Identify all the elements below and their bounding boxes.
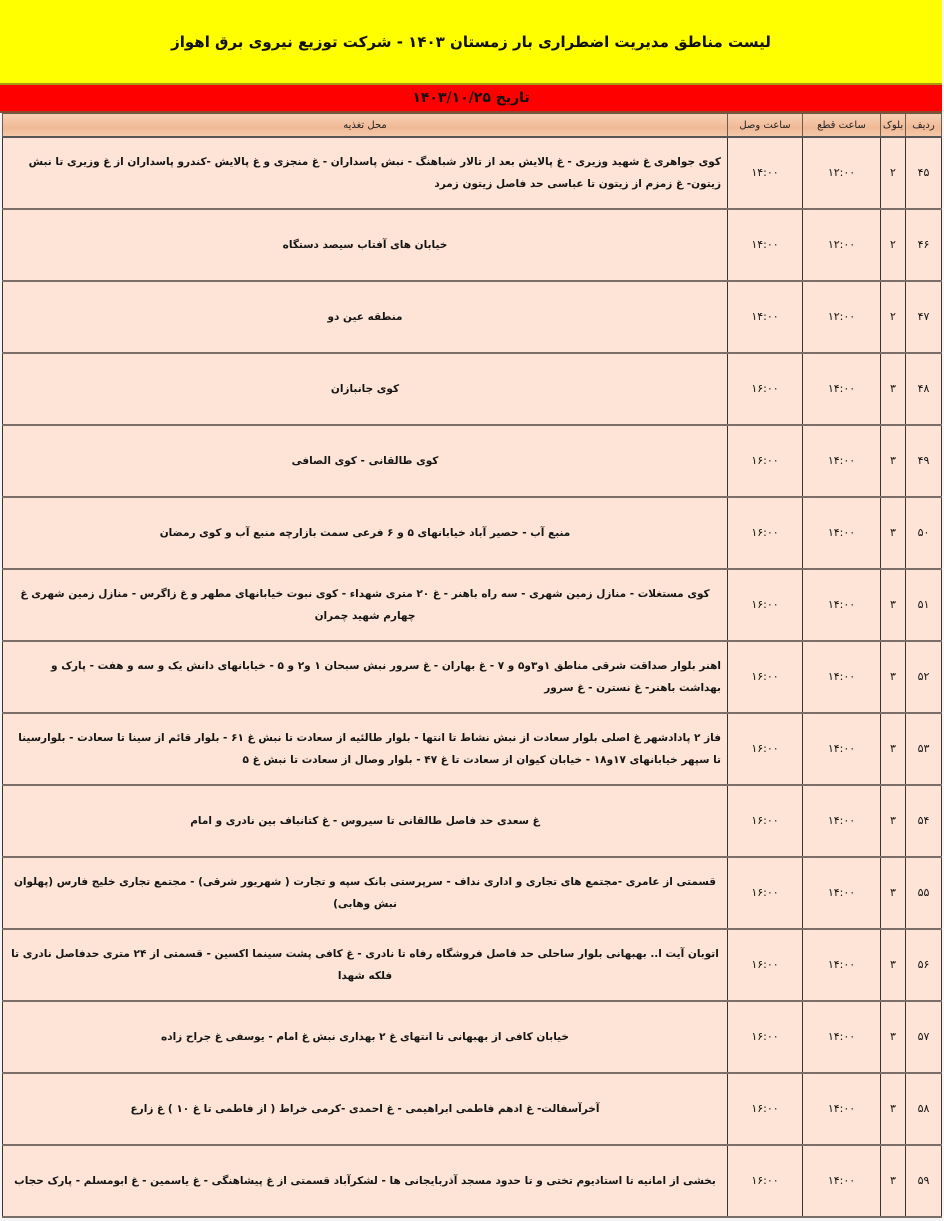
column-header-connect-time: ساعت وصل (728, 114, 803, 138)
cut-time: ۱۴:۰۰ (803, 641, 881, 713)
block-number: ۳ (881, 713, 906, 785)
location: اتوبان آیت ا.. بهبهانی بلوار ساحلی حد فاصل فروشگاه رفاه تا نادری - غ کافی پشت سینما اکسین - قسمتی از ۲۴ متری حدفاصل نادری تا فلکه شهدا (3, 929, 728, 1001)
location: قسمتی از عامری -مجتمع های تجاری و اداری نداف - سرپرستی بانک سپه و تجارت ( شهریور شرقی) - مجتمع تجاری خلیج فارس (پهلوان نبش وهابی) (3, 857, 728, 929)
location: کوی مستغلات - منازل زمین شهری - سه راه باهنر - غ ۲۰ متری شهداء - کوی نبوت خیابانهای مطهر و غ زاگرس - منازل زمین شهری غ چهارم شهید چمران (3, 569, 728, 641)
date-banner: تاریخ ۱۴۰۳/۱۰/۲۵ (0, 85, 942, 113)
location: بخشی از امانیه تا استادیوم تختی و تا حدود مسجد آذربایجانی ها - لشکرآباد قسمتی از غ پیشاهنگی - غ یاسمین - غ ابومسلم - پارک حجاب (3, 1145, 728, 1217)
row-number: ۴۵ (906, 137, 942, 209)
location: اهنر بلوار صداقت شرقی مناطق ۱و۳و۵ و ۷ - غ بهاران - غ سرور نبش سبحان ۱ و۲ و ۵ - خیابانهای دانش یک و سه و هفت - پارک و بهداشت باهنر- غ نسترن - غ سرور (3, 641, 728, 713)
cut-time: ۱۴:۰۰ (803, 785, 881, 857)
connect-time: ۱۴:۰۰ (728, 137, 803, 209)
cut-time: ۱۴:۰۰ (803, 713, 881, 785)
table-row (3, 1001, 942, 1073)
connect-time: ۱۶:۰۰ (728, 353, 803, 425)
page-title: لیست مناطق مدیریت اضطراری بار زمستان ۱۴۰۳ - شرکت توزیع نیروی برق اهواز (0, 0, 942, 85)
table-row (3, 785, 942, 857)
row-number: ۵۴ (906, 785, 942, 857)
block-number: ۳ (881, 1145, 906, 1217)
column-header-row-number: ردیف (906, 114, 942, 138)
table-row (3, 353, 942, 425)
table-row (3, 713, 942, 785)
cut-time: ۱۲:۰۰ (803, 281, 881, 353)
row-number: ۵۱ (906, 569, 942, 641)
cut-time: ۱۴:۰۰ (803, 1145, 881, 1217)
table-row (3, 929, 942, 1001)
row-number: ۵۷ (906, 1001, 942, 1073)
connect-time: ۱۶:۰۰ (728, 1145, 803, 1217)
location: منطقه عین دو (3, 281, 728, 353)
column-header-location: محل تغذیه (3, 114, 728, 138)
table-row (3, 209, 942, 281)
location: کوی طالقانی - کوی الصافی (3, 425, 728, 497)
cut-time: ۱۴:۰۰ (803, 1001, 881, 1073)
block-number: ۳ (881, 353, 906, 425)
block-number: ۲ (881, 281, 906, 353)
block-number: ۳ (881, 641, 906, 713)
row-number: ۵۵ (906, 857, 942, 929)
cut-time: ۱۴:۰۰ (803, 1073, 881, 1145)
connect-time: ۱۶:۰۰ (728, 497, 803, 569)
block-number: ۳ (881, 569, 906, 641)
block-number: ۳ (881, 929, 906, 1001)
cut-time: ۱۲:۰۰ (803, 137, 881, 209)
connect-time: ۱۶:۰۰ (728, 929, 803, 1001)
table-row (3, 425, 942, 497)
row-number: ۵۸ (906, 1073, 942, 1145)
block-number: ۳ (881, 497, 906, 569)
outage-table (2, 113, 942, 1218)
connect-time: ۱۶:۰۰ (728, 713, 803, 785)
row-number: ۴۹ (906, 425, 942, 497)
column-header-block: بلوک (881, 114, 906, 138)
table-row (3, 137, 942, 209)
table-row (3, 857, 942, 929)
table-row (3, 569, 942, 641)
location: فاز ۲ پادادشهر غ اصلی بلوار سعادت از نبش نشاط تا انتها - بلوار طالئیه از سعادت تا نبش غ ۶۱ - بلوار قائم از سینا تا سعادت - بلوارسینا تا سپهر خیابانهای ۱۷و۱۸ - خیابان کیوان از سعادت تا غ ۴۷ - بلوار وصال از سعادت تا نبش غ ۵ (3, 713, 728, 785)
table-row (3, 497, 942, 569)
row-number: ۴۸ (906, 353, 942, 425)
connect-time: ۱۶:۰۰ (728, 857, 803, 929)
row-number: ۵۳ (906, 713, 942, 785)
column-header-cut-time: ساعت قطع (803, 114, 881, 138)
block-number: ۲ (881, 209, 906, 281)
location: کوی جانبازان (3, 353, 728, 425)
row-number: ۵۶ (906, 929, 942, 1001)
block-number: ۲ (881, 137, 906, 209)
connect-time: ۱۶:۰۰ (728, 425, 803, 497)
cut-time: ۱۲:۰۰ (803, 209, 881, 281)
table-row (3, 641, 942, 713)
cut-time: ۱۴:۰۰ (803, 857, 881, 929)
connect-time: ۱۶:۰۰ (728, 785, 803, 857)
block-number: ۳ (881, 1001, 906, 1073)
row-number: ۴۶ (906, 209, 942, 281)
cut-time: ۱۴:۰۰ (803, 353, 881, 425)
cut-time: ۱۴:۰۰ (803, 425, 881, 497)
block-number: ۳ (881, 425, 906, 497)
connect-time: ۱۶:۰۰ (728, 569, 803, 641)
connect-time: ۱۴:۰۰ (728, 209, 803, 281)
table-row (3, 1145, 942, 1217)
cut-time: ۱۴:۰۰ (803, 929, 881, 1001)
connect-time: ۱۴:۰۰ (728, 281, 803, 353)
block-number: ۳ (881, 785, 906, 857)
table-header-row (3, 114, 942, 138)
row-number: ۵۹ (906, 1145, 942, 1217)
cut-time: ۱۴:۰۰ (803, 569, 881, 641)
row-number: ۵۲ (906, 641, 942, 713)
table-row (3, 281, 942, 353)
block-number: ۳ (881, 1073, 906, 1145)
location: کوی جواهری غ شهید وزیری - غ پالایش بعد از تالار شباهنگ - نبش پاسداران - غ منجزی و غ پالایش -کندرو پاسداران از غ وزیری تا نبش زیتون- غ زمزم از زیتون تا عباسی حد فاصل زیتون زمرد (3, 137, 728, 209)
location: خیابان کافی از بهبهانی تا انتهای غ ۲ بهداری نبش غ امام - یوسفی غ جراح زاده (3, 1001, 728, 1073)
row-number: ۵۰ (906, 497, 942, 569)
row-number: ۴۷ (906, 281, 942, 353)
location: خیابان های آفتاب سیصد دستگاه (3, 209, 728, 281)
connect-time: ۱۶:۰۰ (728, 1001, 803, 1073)
location: آخرآسفالت- غ ادهم فاطمی ابراهیمی - غ احمدی -کرمی خراط ( از فاطمی تا غ ۱۰ ) غ زارع (3, 1073, 728, 1145)
table-row (3, 1073, 942, 1145)
connect-time: ۱۶:۰۰ (728, 1073, 803, 1145)
connect-time: ۱۶:۰۰ (728, 641, 803, 713)
cut-time: ۱۴:۰۰ (803, 497, 881, 569)
location: غ سعدی حد فاصل طالقانی تا سیروس - غ کتانباف بین نادری و امام (3, 785, 728, 857)
location: منبع آب - حصیر آباد خیابانهای ۵ و ۶ فرعی سمت بازارچه منبع آب و کوی رمضان (3, 497, 728, 569)
block-number: ۳ (881, 857, 906, 929)
